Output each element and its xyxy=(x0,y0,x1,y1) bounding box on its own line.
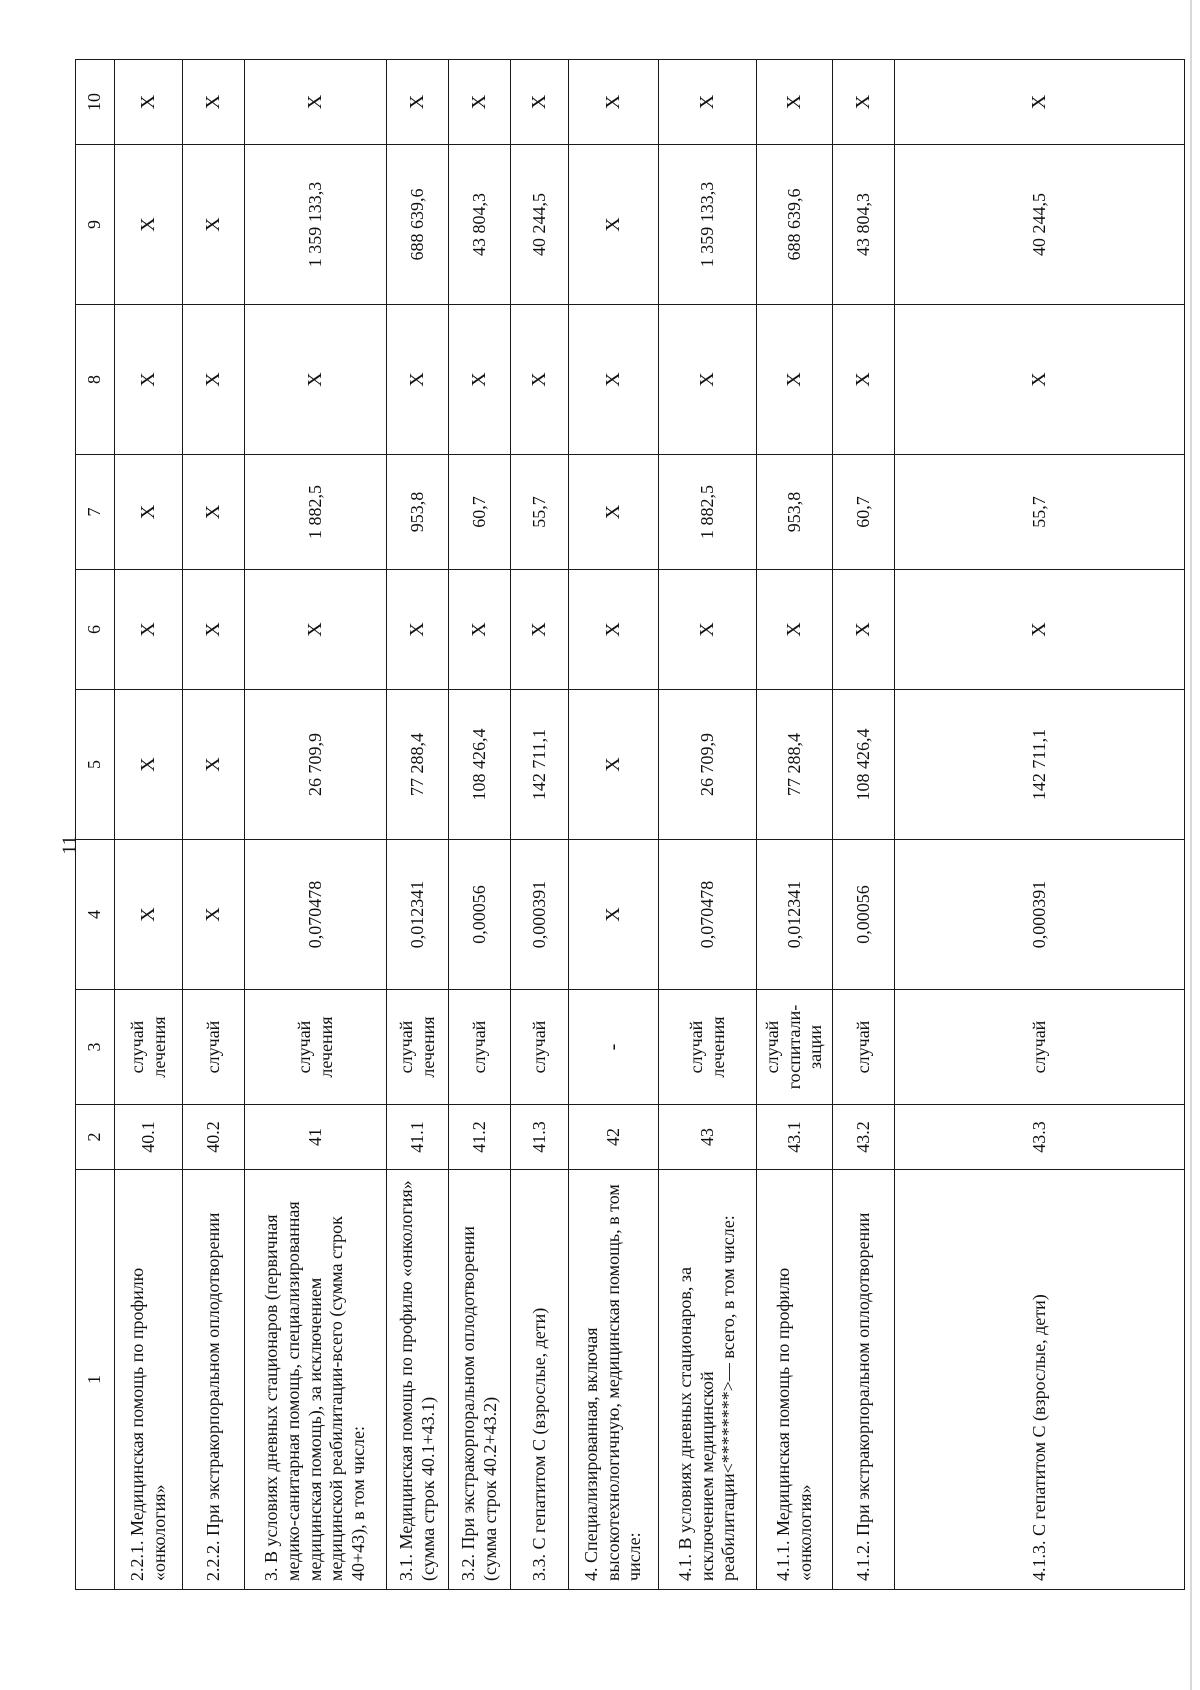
value-cell: 1 882,5 xyxy=(245,455,387,570)
value-cell: 0,012341 xyxy=(757,840,833,990)
value-cell: 43 804,3 xyxy=(449,145,511,305)
row-name-cell: 4. Специализированная, включая высокотехнологичную, медицинская помощь, в том числе: xyxy=(569,1170,659,1590)
value-cell: Х xyxy=(183,690,245,840)
value-cell: Х xyxy=(511,305,569,455)
row-code-cell: 41.2 xyxy=(449,1105,511,1170)
table-row xyxy=(183,60,245,1590)
value-cell: Х xyxy=(511,570,569,690)
row-code-cell: 40.2 xyxy=(183,1105,245,1170)
value-cell: 142 711,1 xyxy=(895,690,1185,840)
table-row xyxy=(387,60,449,1590)
value-cell: Х xyxy=(569,570,659,690)
row-code-cell: 40.1 xyxy=(115,1105,183,1170)
value-cell: 26 709,9 xyxy=(659,690,757,840)
value-cell: Х xyxy=(115,690,183,840)
value-cell: Х xyxy=(115,840,183,990)
value-cell: Х xyxy=(183,455,245,570)
table-row xyxy=(659,60,757,1590)
value-cell: 43 804,3 xyxy=(833,145,895,305)
table-row xyxy=(569,60,659,1590)
value-cell: Х xyxy=(183,60,245,145)
row-code-cell: 41 xyxy=(245,1105,387,1170)
value-cell: Х xyxy=(659,60,757,145)
value-cell: Х xyxy=(115,145,183,305)
row-name-cell: 3.2. При экстракорпоральном оплодотворении (сумма строк 40.2+43.2) xyxy=(449,1170,511,1590)
value-cell: 60,7 xyxy=(449,455,511,570)
value-cell: Х xyxy=(387,305,449,455)
row-name-cell: 2.2.1. Медицинская помощь по профилю «онкология» xyxy=(115,1170,183,1590)
table-row xyxy=(833,60,895,1590)
column-header: 4 xyxy=(76,840,115,990)
unit-cell: случай xyxy=(511,990,569,1105)
row-code-cell: 43.1 xyxy=(757,1105,833,1170)
value-cell: Х xyxy=(115,60,183,145)
value-cell: 142 711,1 xyxy=(511,690,569,840)
value-cell: 40 244,5 xyxy=(895,145,1185,305)
value-cell: Х xyxy=(115,305,183,455)
value-cell: Х xyxy=(569,455,659,570)
value-cell: Х xyxy=(245,305,387,455)
value-cell: Х xyxy=(115,570,183,690)
row-code-cell: 43.2 xyxy=(833,1105,895,1170)
unit-cell: случай xyxy=(833,990,895,1105)
unit-cell: случай лечения xyxy=(115,990,183,1105)
value-cell: Х xyxy=(757,60,833,145)
row-code-cell: 43 xyxy=(659,1105,757,1170)
unit-cell: случай xyxy=(895,990,1185,1105)
value-cell: 1 359 133,3 xyxy=(659,145,757,305)
value-cell: Х xyxy=(569,60,659,145)
unit-cell: случай госпитали-зации xyxy=(757,990,833,1105)
unit-cell: случай лечения xyxy=(659,990,757,1105)
value-cell: 0,012341 xyxy=(387,840,449,990)
table-row xyxy=(895,60,1185,1590)
value-cell: Х xyxy=(569,305,659,455)
value-cell: Х xyxy=(833,305,895,455)
column-header: 7 xyxy=(76,455,115,570)
value-cell: 0,00056 xyxy=(449,840,511,990)
value-cell: 1 882,5 xyxy=(659,455,757,570)
value-cell: Х xyxy=(449,305,511,455)
row-name-cell: 4.1. В условиях дневных стационаров, за исключением медицинской реабилитации<********>— всего, в том числе: xyxy=(659,1170,757,1590)
row-name-cell: 2.2.2. При экстракорпоральном оплодотворении xyxy=(183,1170,245,1590)
unit-cell: случай лечения xyxy=(245,990,387,1105)
column-header: 2 xyxy=(76,1105,115,1170)
row-code-cell: 41.1 xyxy=(387,1105,449,1170)
value-cell: Х xyxy=(895,60,1185,145)
value-cell: 77 288,4 xyxy=(387,690,449,840)
value-cell: 953,8 xyxy=(387,455,449,570)
value-cell: 0,000391 xyxy=(511,840,569,990)
value-cell: Х xyxy=(183,145,245,305)
row-code-cell: 41.3 xyxy=(511,1105,569,1170)
value-cell: Х xyxy=(183,570,245,690)
value-cell: Х xyxy=(833,570,895,690)
value-cell: Х xyxy=(115,455,183,570)
table-row xyxy=(757,60,833,1590)
value-cell: Х xyxy=(659,570,757,690)
row-name-cell: 3.3. С гепатитом С (взрослые, дети) xyxy=(511,1170,569,1590)
row-name-cell: 4.1.2. При экстракорпоральном оплодотворении xyxy=(833,1170,895,1590)
unit-cell: - xyxy=(569,990,659,1105)
rotated-table-wrapper xyxy=(75,60,1185,1590)
unit-cell: случай xyxy=(183,990,245,1105)
row-code-cell: 42 xyxy=(569,1105,659,1170)
value-cell: 1 359 133,3 xyxy=(245,145,387,305)
value-cell: 0,000391 xyxy=(895,840,1185,990)
value-cell: Х xyxy=(449,570,511,690)
value-cell: 688 639,6 xyxy=(387,145,449,305)
value-cell: 60,7 xyxy=(833,455,895,570)
value-cell: Х xyxy=(659,305,757,455)
row-name-cell: 4.1.3. С гепатитом С (взрослые, дети) xyxy=(895,1170,1185,1590)
column-header: 6 xyxy=(76,570,115,690)
data-table xyxy=(75,59,1185,1590)
value-cell: Х xyxy=(183,305,245,455)
value-cell: 953,8 xyxy=(757,455,833,570)
value-cell: Х xyxy=(387,60,449,145)
table-row xyxy=(511,60,569,1590)
value-cell: 108 426,4 xyxy=(833,690,895,840)
value-cell: Х xyxy=(511,60,569,145)
table-row xyxy=(245,60,387,1590)
value-cell: 688 639,6 xyxy=(757,145,833,305)
value-cell: Х xyxy=(449,60,511,145)
column-header: 1 xyxy=(76,1170,115,1590)
table-row xyxy=(449,60,511,1590)
value-cell: Х xyxy=(833,60,895,145)
column-header: 3 xyxy=(76,990,115,1105)
scan-edge-line xyxy=(1190,0,1192,1690)
value-cell: Х xyxy=(245,570,387,690)
row-code-cell: 43.3 xyxy=(895,1105,1185,1170)
page-number: 11 xyxy=(58,835,81,855)
value-cell: Х xyxy=(183,840,245,990)
row-name-cell: 4.1.1. Медицинская помощь по профилю «онкология» xyxy=(757,1170,833,1590)
column-number-row xyxy=(76,60,115,1590)
column-header: 10 xyxy=(76,60,115,145)
value-cell: Х xyxy=(895,570,1185,690)
row-name-cell: 3. В условиях дневных стационаров (первичная медико-санитарная помощь, специализированная медицинская помощь), за исключением медицинской реабилитации-всего (сумма строк 40+43), в том числе: xyxy=(245,1170,387,1590)
unit-cell: случай xyxy=(449,990,511,1105)
value-cell: 0,070478 xyxy=(659,840,757,990)
value-cell: 77 288,4 xyxy=(757,690,833,840)
value-cell: Х xyxy=(895,305,1185,455)
value-cell: 0,00056 xyxy=(833,840,895,990)
column-header: 8 xyxy=(76,305,115,455)
value-cell: Х xyxy=(245,60,387,145)
value-cell: Х xyxy=(569,840,659,990)
unit-cell: случай лечения xyxy=(387,990,449,1105)
value-cell: 0,070478 xyxy=(245,840,387,990)
value-cell: Х xyxy=(387,570,449,690)
value-cell: Х xyxy=(569,145,659,305)
value-cell: Х xyxy=(569,690,659,840)
table-row xyxy=(115,60,183,1590)
value-cell: 108 426,4 xyxy=(449,690,511,840)
value-cell: Х xyxy=(757,570,833,690)
value-cell: 55,7 xyxy=(511,455,569,570)
column-header: 5 xyxy=(76,690,115,840)
value-cell: 26 709,9 xyxy=(245,690,387,840)
value-cell: 55,7 xyxy=(895,455,1185,570)
row-name-cell: 3.1. Медицинская помощь по профилю «онкология» (сумма строк 40.1+43.1) xyxy=(387,1170,449,1590)
value-cell: Х xyxy=(757,305,833,455)
column-header: 9 xyxy=(76,145,115,305)
value-cell: 40 244,5 xyxy=(511,145,569,305)
